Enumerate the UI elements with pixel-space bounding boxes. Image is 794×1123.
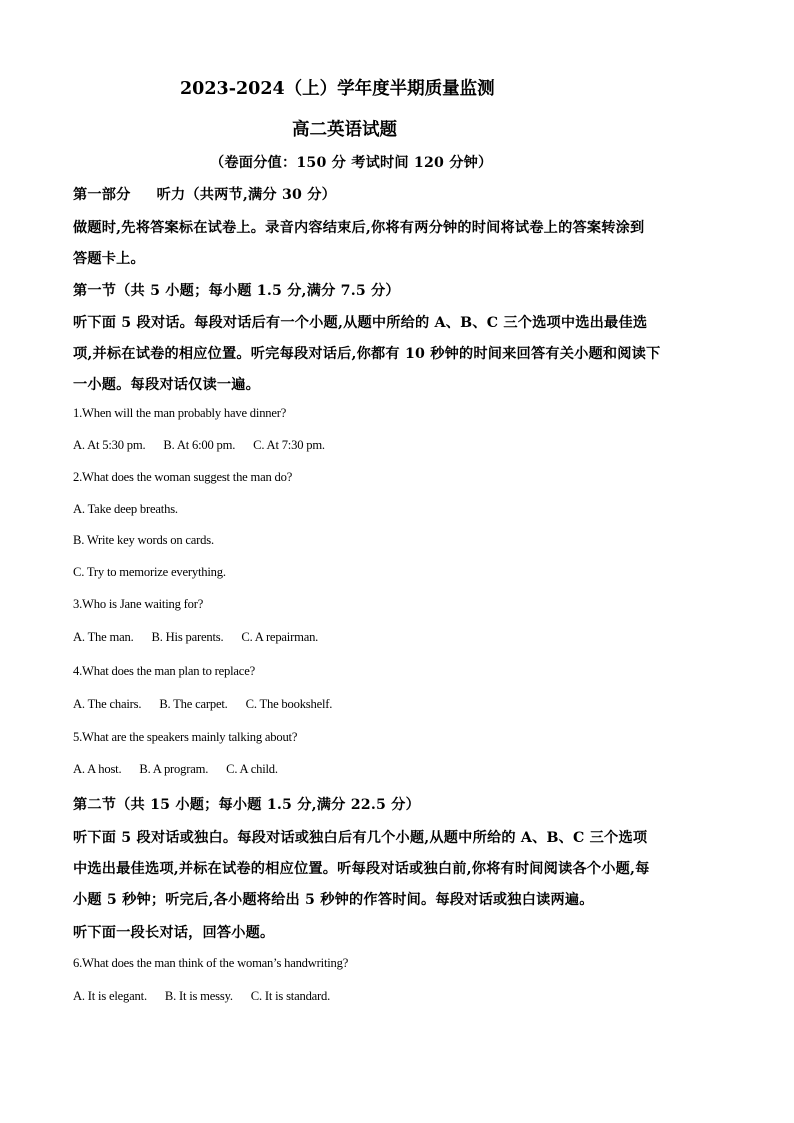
question-4-option-a: A. The chairs.	[73, 697, 142, 711]
section1-heading: 第一节（共 5 小题；每小题 1.5 分,满分 7.5 分）	[73, 283, 400, 299]
question-4-stem: 4.What does the man plan to replace?	[73, 664, 255, 678]
section1-instruction-line2: 项,并标在试卷的相应位置。听完每段对话后,你都有 10 秒钟的时间来回答有关小题和阅读下	[73, 346, 661, 362]
section2-instruction-line2: 中选出最佳选项,并标在试卷的相应位置。听每段对话或独白前,你将有时间阅读各个小题,每	[73, 861, 650, 877]
exam-info: （卷面分值：150 分 考试时间 120 分钟）	[210, 155, 493, 171]
question-4-option-b: B. The carpet.	[159, 697, 228, 711]
question-3-option-b: B. His parents.	[151, 630, 224, 644]
section2-instruction-line3: 小题 5 秒钟；听完后,各小题将给出 5 秒钟的作答时间。每段对话或独白读两遍。	[73, 892, 594, 908]
question-1-option-b: B. At 6:00 pm.	[163, 438, 236, 452]
question-2-stem: 2.What does the woman suggest the man do?	[73, 470, 293, 484]
question-5-option-c: C. A child.	[226, 762, 278, 776]
question-2-option-a: A. Take deep breaths.	[73, 502, 178, 516]
question-5-stem: 5.What are the speakers mainly talking about?	[73, 730, 298, 744]
part1-heading	[73, 184, 336, 204]
part1-heading-label: 第一部分	[73, 187, 131, 203]
question-2-option-c: C. Try to memorize everything.	[73, 565, 226, 579]
question-3-stem: 3.Who is Jane waiting for?	[73, 597, 204, 611]
question-3-options	[73, 630, 336, 645]
question-6-stem: 6.What does the man think of the woman’s handwriting?	[73, 956, 349, 970]
section2-prompt: 听下面一段长对话，回答小题。	[73, 925, 275, 941]
question-5-option-b: B. A program.	[139, 762, 209, 776]
question-3-option-c: C. A repairman.	[241, 630, 319, 644]
question-6-options	[73, 989, 348, 1004]
part1-heading-text: 听力（共两节,满分 30 分）	[156, 187, 336, 203]
question-1-options	[73, 438, 343, 453]
question-5-options	[73, 762, 296, 777]
question-6-option-c: C. It is standard.	[250, 989, 331, 1003]
exam-subtitle: 高二英语试题	[292, 120, 397, 140]
question-1-option-a: A. At 5:30 pm.	[73, 438, 146, 452]
part1-instruction-line2: 答题卡上。	[73, 251, 145, 267]
section2-instruction-line1: 听下面 5 段对话或独白。每段对话或独白后有几个小题,从题中所给的 A、B、C 三个选项	[73, 830, 648, 846]
section2-heading: 第二节（共 15 小题；每小题 1.5 分,满分 22.5 分）	[73, 797, 420, 813]
question-4-option-c: C. The bookshelf.	[245, 697, 333, 711]
question-2-option-b: B. Write key words on cards.	[73, 533, 214, 547]
question-6-option-b: B. It is messy.	[164, 989, 233, 1003]
question-6-option-a: A. It is elegant.	[73, 989, 147, 1003]
part1-instruction-line1: 做题时,先将答案标在试卷上。录音内容结束后,你将有两分钟的时间将试卷上的答案转涂到	[73, 220, 645, 236]
question-5-option-a: A. A host.	[73, 762, 122, 776]
section1-instruction-line1: 听下面 5 段对话。每段对话后有一个小题,从题中所给的 A、B、C 三个选项中选出最佳选	[73, 315, 648, 331]
question-1-stem: 1.When will the man probably have dinner?	[73, 406, 287, 420]
exam-title: 2023-2024（上）学年度半期质量监测	[180, 79, 495, 99]
section1-instruction-line3: 一小题。每段对话仅读一遍。	[73, 377, 261, 393]
question-3-option-a: A. The man.	[73, 630, 134, 644]
question-1-option-c: C. At 7:30 pm.	[253, 438, 325, 452]
question-4-options	[73, 697, 350, 712]
